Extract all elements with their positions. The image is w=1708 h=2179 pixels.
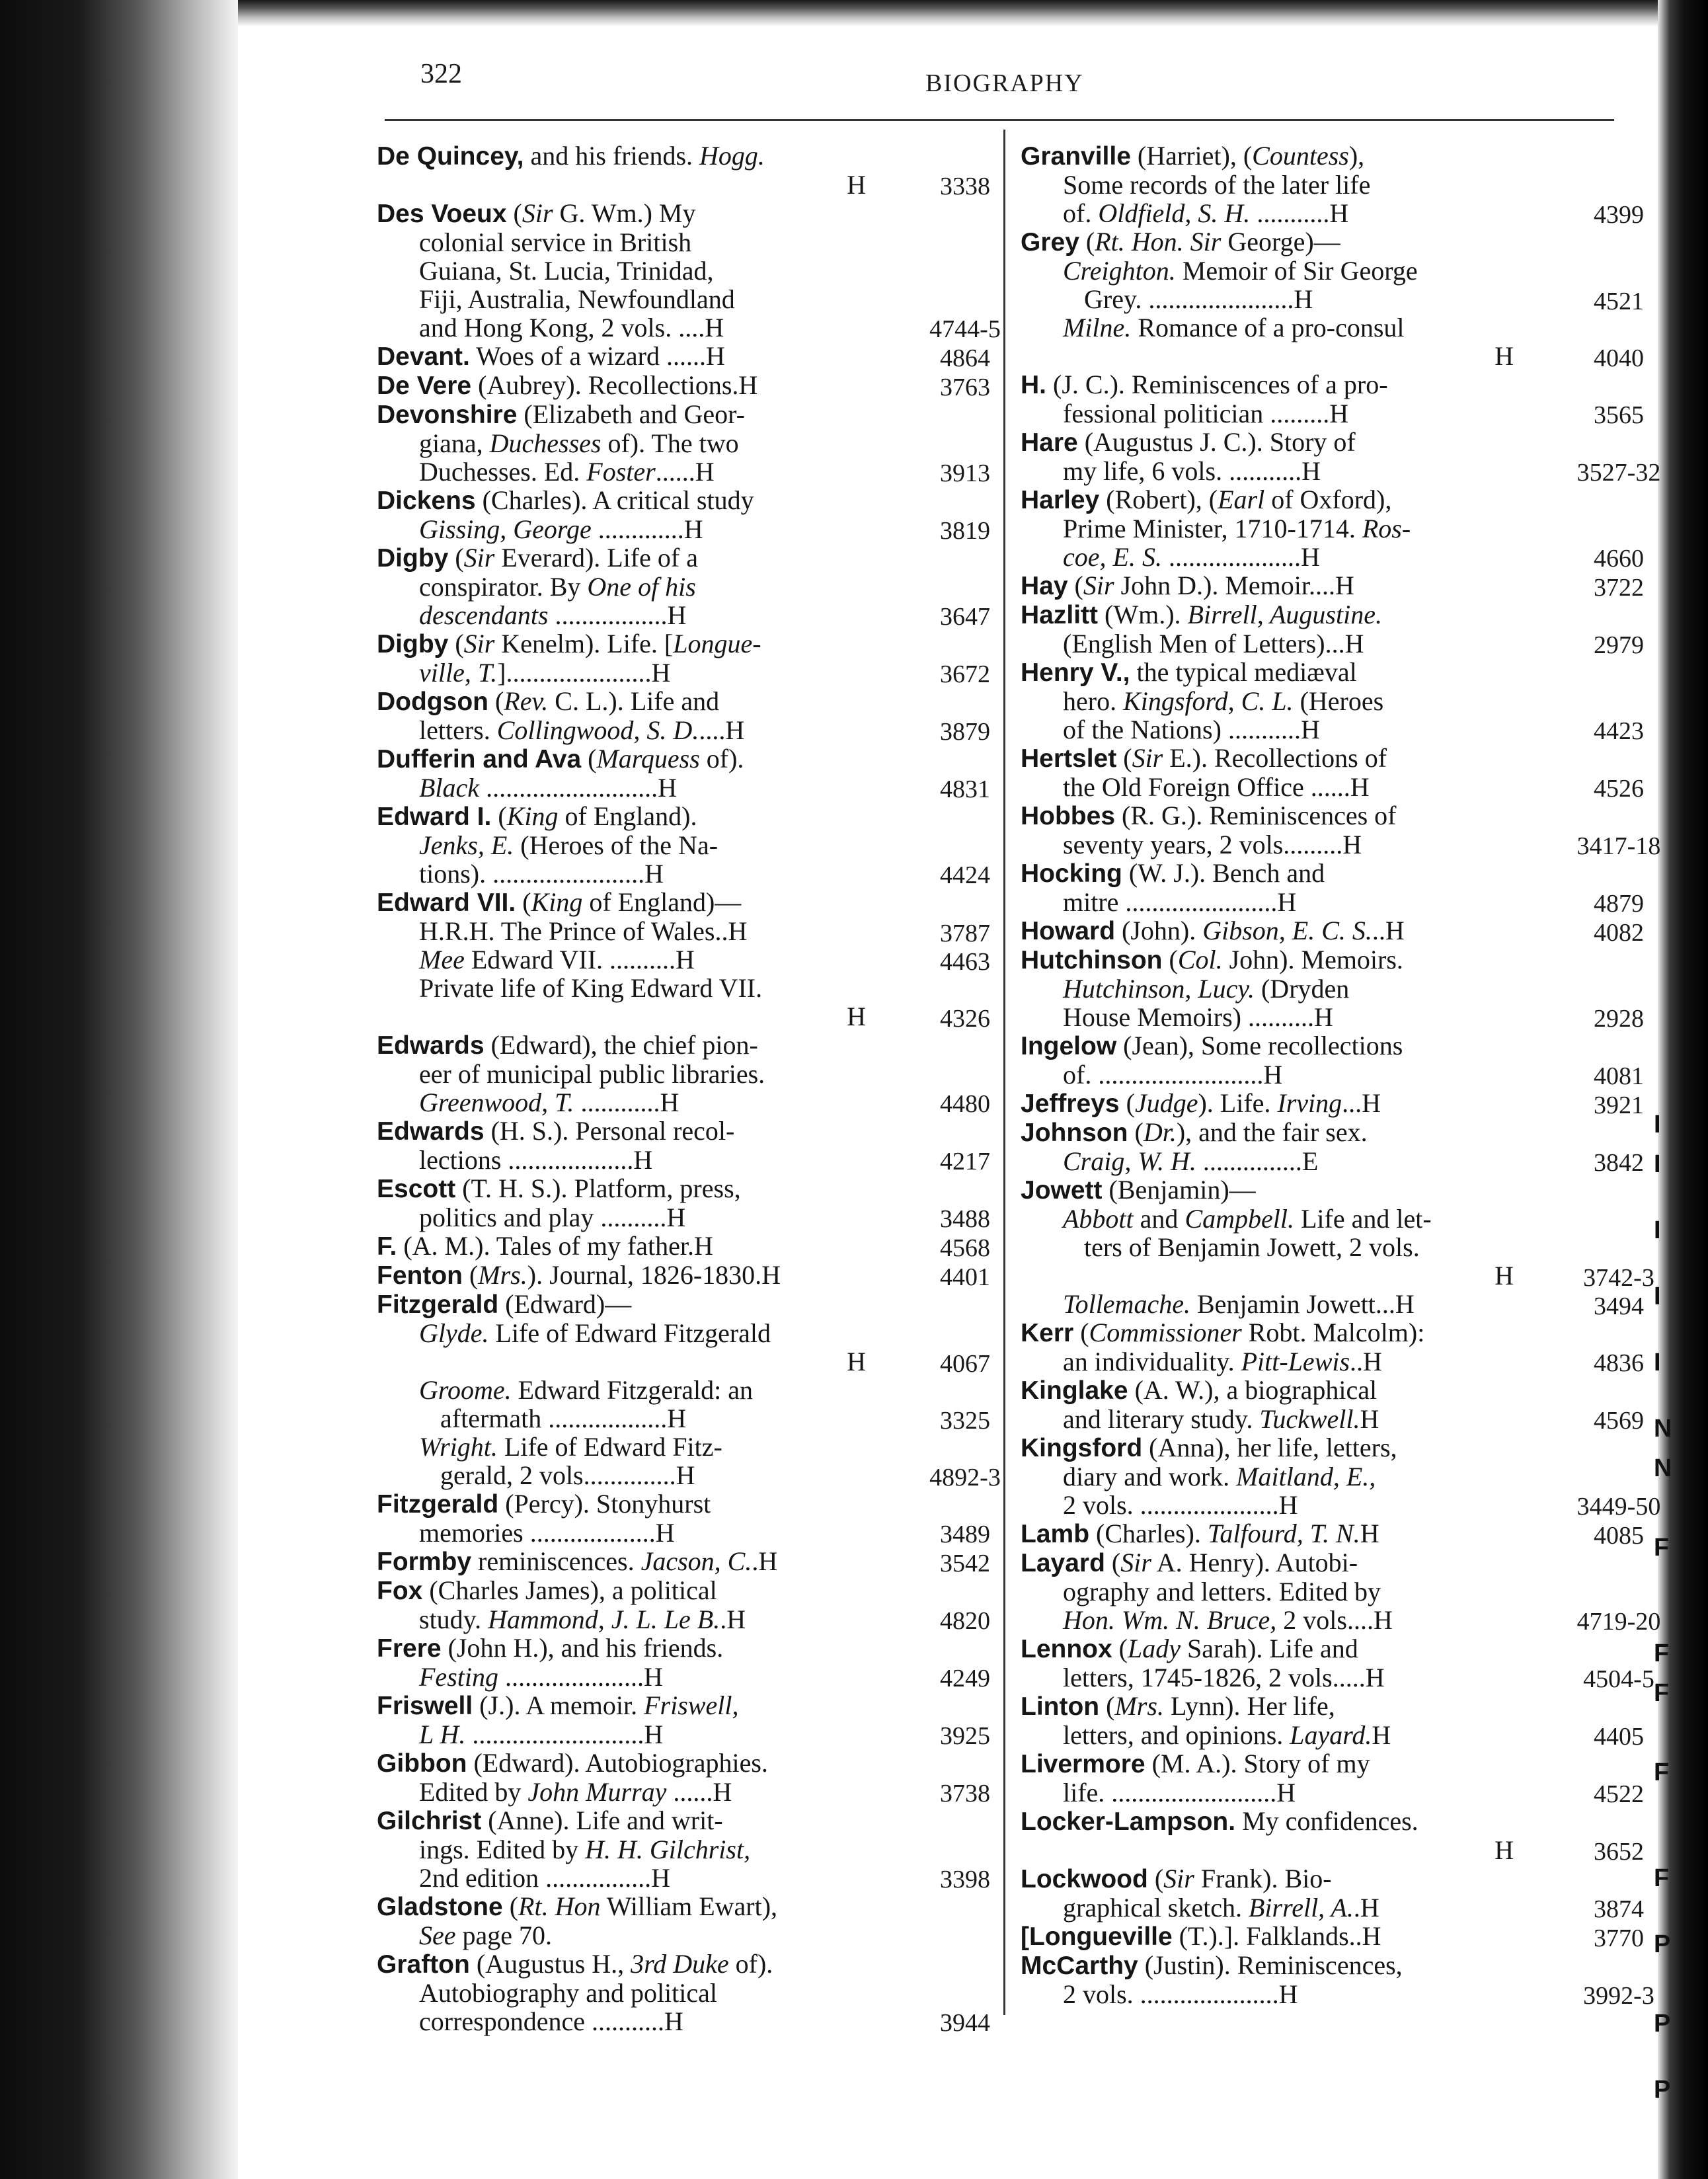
entry-line: coe, E. S. ....................H <box>1063 542 1320 572</box>
entry-line: of. Oldfield, S. H. ...........H <box>1063 198 1349 228</box>
call-number: 4892-3 <box>929 1464 1001 1491</box>
entry-line: ings. Edited by H. H. Gilchrist, <box>419 1835 751 1864</box>
entry-line: of. .........................H <box>1063 1060 1283 1090</box>
catalogue-entry <box>377 945 990 976</box>
catalogue-entry <box>1021 1433 1661 1521</box>
call-number: 4217 <box>940 1148 990 1175</box>
catalogue-entry <box>377 141 990 200</box>
entry-line: [Longueville (T.).]. Falklands..H <box>1021 1921 1381 1951</box>
catalogue-entry <box>1021 1806 1644 1866</box>
call-number: 3338 <box>940 173 990 200</box>
catalogue-entry <box>377 1949 990 2037</box>
entry-line: Dodgson (Rev. C. L.). Life and <box>377 686 720 716</box>
entry-line: Grey (Rt. Hon. Sir George)— <box>1021 227 1340 257</box>
catalogue-entry <box>1021 1519 1644 1550</box>
entry-line: Granville (Harriet), (Countess), <box>1021 141 1365 171</box>
entry-line: the Old Foreign Office ......H <box>1063 772 1370 802</box>
entry-line: Howard (John). Gibson, E. C. S...H <box>1021 916 1405 945</box>
catalogue-entry <box>377 370 990 401</box>
call-number: 4836 <box>1594 1349 1644 1377</box>
margin-letter: F <box>1654 1864 1670 1892</box>
call-number: 3494 <box>1594 1292 1644 1320</box>
call-number: 4504-5 <box>1583 1665 1654 1693</box>
catalogue-entry <box>377 198 1001 343</box>
catalogue-entry <box>1021 313 1644 372</box>
margin-letter: F <box>1654 1759 1670 1786</box>
call-number: 3819 <box>940 517 990 545</box>
call-number: 3944 <box>940 2009 990 2037</box>
call-number: 3770 <box>1594 1924 1644 1952</box>
top-edge-shadow <box>238 0 1659 26</box>
entry-line: seventy years, 2 vols.........H <box>1063 830 1362 859</box>
entry-line: colonial service in British <box>419 227 692 257</box>
entry-line: study. Hammond, J. L. Le B..H <box>419 1605 746 1634</box>
entry-line: H.R.H. The Prince of Wales..H <box>419 916 748 946</box>
entry-line: See page 70. <box>419 1921 553 1950</box>
entry-line: H <box>1494 1261 1514 1290</box>
call-number: 4744-5 <box>929 315 1001 343</box>
entry-line: Livermore (M. A.). Story of my <box>1021 1749 1370 1778</box>
catalogue-entry <box>377 485 990 545</box>
catalogue-entry <box>377 1892 866 1950</box>
entry-line: hero. Kingsford, C. L. (Heroes <box>1063 686 1384 716</box>
call-number: 3787 <box>940 920 990 947</box>
catalogue-entry <box>377 973 990 1033</box>
catalogue-entry <box>377 888 866 917</box>
catalogue-entry <box>377 686 990 746</box>
call-number: 4399 <box>1594 201 1644 229</box>
entry-line: Craig, W. H. ...............E <box>1063 1146 1319 1176</box>
catalogue-entry <box>377 916 990 947</box>
entry-line: Black ..........................H <box>419 773 677 803</box>
entry-line: H. (J. C.). Reminiscences of a pro- <box>1021 370 1388 399</box>
call-number: 3417-18 <box>1576 832 1661 860</box>
call-number: 4085 <box>1594 1522 1644 1550</box>
right-column <box>1021 141 1661 2010</box>
entry-line: Edwards (H. S.). Personal recol- <box>377 1116 735 1146</box>
entry-line: fessional politician .........H <box>1063 399 1349 428</box>
entry-line: Grafton (Augustus H., 3rd Duke of). <box>377 1949 773 1979</box>
entry-line: Edward VII. (King of England)— <box>377 887 742 917</box>
entry-line: House Memoirs) ..........H <box>1063 1002 1333 1032</box>
call-number: 3489 <box>940 1521 990 1548</box>
catalogue-entry <box>1021 1204 1654 1292</box>
entry-line: H <box>1494 1835 1514 1865</box>
entry-line: Kinglake (A. W.), a biographical <box>1021 1375 1378 1405</box>
catalogue-entry <box>377 341 990 372</box>
entry-line: Devant. Woes of a wizard ......H <box>377 341 725 371</box>
catalogue-entry <box>1021 256 1644 315</box>
entry-line: Layard (Sir A. Henry). Autobi- <box>1021 1548 1358 1577</box>
entry-line: Kerr (Commissioner Robt. Malcolm): <box>1021 1318 1425 1347</box>
entry-line: descendants .................H <box>419 600 687 630</box>
entry-line: Private life of King Edward VII. <box>419 973 763 1003</box>
entry-line: diary and work. Maitland, E., <box>1063 1462 1376 1491</box>
entry-line: Edited by John Murray ......H <box>419 1777 732 1807</box>
call-number: 3763 <box>940 374 990 401</box>
call-number: 4067 <box>940 1350 990 1378</box>
catalogue-entry <box>1021 1318 1644 1377</box>
entry-line: Prime Minister, 1710-1714. Ros- <box>1063 514 1411 543</box>
entry-line: Festing .....................H <box>419 1662 663 1692</box>
entry-line: Abbott and Campbell. Life and let- <box>1063 1204 1432 1234</box>
entry-line: letters. Collingwood, S. D.....H <box>419 715 745 745</box>
call-number: 4423 <box>1594 717 1644 745</box>
entry-line: politics and play ..........H <box>419 1203 686 1232</box>
margin-letter: F <box>1654 1534 1670 1562</box>
entry-line: Lockwood (Sir Frank). Bio- <box>1021 1864 1332 1893</box>
call-number: 4526 <box>1594 775 1644 803</box>
entry-line: Grey. ......................H <box>1084 284 1313 314</box>
call-number: 4719-20 <box>1576 1608 1661 1636</box>
entry-line: Edward I. (King of England). <box>377 801 697 831</box>
catalogue-entry <box>1021 600 1644 659</box>
margin-letter: I <box>1654 1216 1661 1244</box>
entry-line: gerald, 2 vols..............H <box>440 1460 695 1490</box>
entry-line: Jeffreys (Judge). Life. Irving...H <box>1021 1088 1381 1118</box>
catalogue-entry <box>1021 227 1514 257</box>
entry-line: H <box>1494 341 1514 371</box>
entry-line: life. .........................H <box>1063 1778 1296 1807</box>
entry-line: Des Voeux (Sir G. Wm.) My <box>377 198 696 228</box>
entry-line: Harley (Robert), (Earl of Oxford), <box>1021 485 1392 514</box>
entry-line: letters, and opinions. Layard.H <box>1063 1720 1391 1750</box>
catalogue-entry <box>1021 1634 1654 1693</box>
call-number: 4249 <box>940 1665 990 1692</box>
catalogue-entry <box>1021 858 1644 918</box>
catalogue-entry <box>377 1489 990 1548</box>
entry-line: Greenwood, T. ............H <box>419 1088 679 1117</box>
entry-line: Fenton (Mrs.). Journal, 1826-1830.H <box>377 1260 781 1290</box>
entry-line: Escott (T. H. S.). Platform, press, <box>377 1173 741 1203</box>
catalogue-entry <box>377 1748 990 1807</box>
catalogue-entry <box>1021 1921 1644 1952</box>
entry-line: conspirator. By One of his <box>419 572 696 602</box>
entry-line: graphical sketch. Birrell, A..H <box>1063 1893 1379 1922</box>
catalogue-entry <box>1021 571 1644 602</box>
catalogue-entry <box>1021 1548 1661 1636</box>
running-head: BIOGRAPHY <box>925 69 1084 97</box>
catalogue-entry <box>1021 1375 1644 1435</box>
catalogue-entry <box>1021 801 1661 860</box>
catalogue-entry <box>377 1575 990 1635</box>
call-number: 4480 <box>940 1090 990 1118</box>
entry-line: Hutchinson (Col. John). Memoirs. <box>1021 945 1403 974</box>
call-number: 2979 <box>1594 631 1644 659</box>
catalogue-entry <box>1021 1749 1644 1808</box>
entry-line: Milne. Romance of a pro-consul <box>1063 313 1405 342</box>
catalogue-entry <box>1021 1950 1654 2010</box>
entry-line: Kingsford (Anna), her life, letters, <box>1021 1433 1397 1462</box>
entry-line: Fitzgerald (Percy). Stonyhurst <box>377 1489 711 1519</box>
entry-line: (English Men of Letters)...H <box>1063 629 1364 658</box>
entry-line: Ingelow (Jean), Some recollections <box>1021 1031 1403 1060</box>
margin-letter: N <box>1654 1415 1672 1443</box>
left-column <box>377 141 1001 2037</box>
call-number: 4522 <box>1594 1780 1644 1808</box>
entry-line: Hocking (W. J.). Bench and <box>1021 858 1325 888</box>
catalogue-entry <box>377 399 990 487</box>
call-number: 4405 <box>1594 1723 1644 1751</box>
entry-line: Hazlitt (Wm.). Birrell, Augustine. <box>1021 600 1382 629</box>
entry-line: my life, 6 vols. ...........H <box>1063 456 1321 486</box>
catalogue-entry <box>377 1173 990 1233</box>
call-number: 3738 <box>940 1780 990 1807</box>
catalogue-entry <box>1021 743 1644 803</box>
entry-line: ville, T.]......................H <box>419 658 671 688</box>
catalogue-entry <box>377 1375 990 1435</box>
entry-line: Formby reminiscences. Jacson, C..H <box>377 1546 778 1576</box>
entry-line: giana, Duchesses of). The two <box>419 428 739 458</box>
entry-line: ography and letters. Edited by <box>1063 1577 1381 1606</box>
call-number: 4424 <box>940 861 990 889</box>
catalogue-entry <box>1021 1031 1644 1090</box>
call-number: 3647 <box>940 603 990 631</box>
call-number: 3398 <box>940 1866 990 1893</box>
catalogue-entry <box>1021 141 1644 229</box>
call-number: 3488 <box>940 1205 990 1233</box>
catalogue-entry <box>377 1030 990 1118</box>
catalogue-entry <box>1021 485 1644 573</box>
call-number: 4820 <box>940 1607 990 1635</box>
entry-line: eer of municipal public libraries. <box>419 1059 765 1089</box>
entry-line: 2 vols. .....................H <box>1063 1979 1298 2009</box>
call-number: 4401 <box>940 1263 990 1291</box>
entry-line: Jenks, E. (Heroes of the Na- <box>419 830 718 860</box>
margin-letter: I <box>1654 1349 1661 1376</box>
entry-line: letters, 1745-1826, 2 vols.....H <box>1063 1663 1385 1692</box>
entry-line: Guiana, St. Lucia, Trinidad, <box>419 256 714 286</box>
entry-line: ters of Benjamin Jowett, 2 vols. <box>1084 1232 1420 1262</box>
entry-line: Devonshire (Elizabeth and Geor- <box>377 399 745 429</box>
catalogue-entry <box>377 1318 990 1378</box>
catalogue-entry <box>1021 945 1644 1033</box>
entry-line: of the Nations) ...........H <box>1063 715 1320 744</box>
catalogue-entry <box>1021 370 1644 429</box>
entry-line: Fiji, Australia, Newfoundland <box>419 284 735 314</box>
catalogue-entry <box>1021 657 1644 745</box>
entry-line: and Hong Kong, 2 vols. ....H <box>419 313 724 342</box>
catalogue-entry <box>377 1633 990 1692</box>
entry-line: Fox (Charles James), a political <box>377 1575 717 1605</box>
call-number: 4082 <box>1594 919 1644 947</box>
entry-line: Tollemache. Benjamin Jowett...H <box>1063 1289 1415 1319</box>
entry-line: Frere (John H.), and his friends. <box>377 1633 724 1663</box>
entry-line: Glyde. Life of Edward Fitzgerald <box>419 1318 771 1348</box>
call-number: 4569 <box>1594 1407 1644 1435</box>
catalogue-entry <box>377 543 990 631</box>
entry-line: memories ...................H <box>419 1518 675 1548</box>
call-number: 3742-3 <box>1583 1264 1654 1292</box>
entry-line: De Vere (Aubrey). Recollections.H <box>377 370 758 400</box>
catalogue-entry <box>1021 1864 1644 1923</box>
call-number: 4040 <box>1594 344 1644 372</box>
entry-line: an individuality. Pitt-Lewis..H <box>1063 1347 1382 1376</box>
entry-line: H <box>847 170 866 200</box>
call-number: 3565 <box>1594 401 1644 429</box>
entry-line: Hobbes (R. G.). Reminiscences of <box>1021 801 1397 830</box>
catalogue-entry <box>1021 1175 1514 1205</box>
book-gutter-shadow <box>0 0 238 2179</box>
entry-line: and literary study. Tuckwell.H <box>1063 1404 1379 1434</box>
catalogue-entry <box>377 801 990 889</box>
entry-line: Wright. Life of Edward Fitz- <box>419 1432 722 1462</box>
entry-line: Digby (Sir Kenelm). Life. [Longue- <box>377 629 761 658</box>
call-number: 3913 <box>940 459 990 487</box>
entry-line: H <box>847 1002 866 1031</box>
entry-line: Hutchinson, Lucy. (Dryden <box>1063 974 1350 1004</box>
entry-line: Creighton. Memoir of Sir George <box>1063 256 1418 286</box>
catalogue-entry <box>1021 427 1661 487</box>
call-number: 3325 <box>940 1407 990 1435</box>
entry-line: correspondence ...........H <box>419 2006 683 2036</box>
call-number: 2928 <box>1594 1005 1644 1033</box>
entry-line: Gibbon (Edward). Autobiographies. <box>377 1748 768 1778</box>
entry-line: Hare (Augustus J. C.). Story of <box>1021 427 1356 457</box>
call-number: 3874 <box>1594 1895 1644 1923</box>
entry-line: Henry V., the typical mediæval <box>1021 657 1357 687</box>
call-number: 3527-32 <box>1576 459 1661 487</box>
call-number: 4660 <box>1594 545 1644 573</box>
entry-line: Some records of the later life <box>1063 170 1371 200</box>
entry-line: Hay (Sir John D.). Memoir....H <box>1021 571 1354 600</box>
call-number: 4521 <box>1594 288 1644 315</box>
call-number: 4463 <box>940 948 990 976</box>
catalogue-entry <box>377 1805 990 1893</box>
entry-line: Jowett (Benjamin)— <box>1021 1175 1256 1205</box>
call-number: 3992-3 <box>1583 1982 1654 2010</box>
catalogue-entry <box>1021 1691 1644 1751</box>
entry-line: Mee Edward VII. ..........H <box>419 945 695 974</box>
margin-letter: P <box>1654 1930 1671 1958</box>
call-number: 3449-50 <box>1576 1493 1661 1521</box>
call-number: 3925 <box>940 1722 990 1750</box>
entry-line: Gladstone (Rt. Hon William Ewart), <box>377 1891 778 1921</box>
entry-line: Gissing, George .............H <box>419 514 703 544</box>
margin-letter: I <box>1654 1111 1661 1138</box>
entry-line: Linton (Mrs. Lynn). Her life, <box>1021 1691 1335 1721</box>
entry-line: mitre .......................H <box>1063 887 1297 917</box>
header-rule <box>385 119 1614 121</box>
entry-line: Locker-Lampson. My confidences. <box>1021 1806 1418 1836</box>
catalogue-entry <box>1021 1289 1644 1320</box>
call-number: 4864 <box>940 344 990 372</box>
call-number: 3652 <box>1594 1838 1644 1866</box>
call-number: 4568 <box>940 1234 990 1262</box>
call-number: 3722 <box>1594 574 1644 602</box>
call-number: 3672 <box>940 660 990 688</box>
margin-letter: I <box>1654 1283 1661 1310</box>
catalogue-entry <box>1021 916 1644 947</box>
entry-line: tions). .......................H <box>419 859 664 889</box>
entry-line: Johnson (Dr.), and the fair sex. <box>1021 1117 1368 1147</box>
entry-line: Autobiography and political <box>419 1978 718 2008</box>
margin-letter: N <box>1654 1454 1672 1482</box>
entry-line: Groome. Edward Fitzgerald: an <box>419 1375 754 1405</box>
entry-line: L H. ..........................H <box>419 1720 664 1749</box>
call-number: 3842 <box>1594 1149 1644 1177</box>
margin-letter: F <box>1654 1679 1670 1707</box>
entry-line: F. (A. M.). Tales of my father.H <box>377 1231 713 1261</box>
entry-line: lections ...................H <box>419 1145 653 1175</box>
catalogue-entry <box>377 1260 990 1291</box>
catalogue-entry <box>377 1432 1001 1491</box>
margin-letter: F <box>1654 1640 1670 1667</box>
entry-line: aftermath ..................H <box>440 1404 687 1433</box>
entry-line: Lamb (Charles). Talfourd, T. N.H <box>1021 1519 1379 1548</box>
entry-line: 2 vols. .....................H <box>1063 1490 1298 1520</box>
catalogue-entry <box>377 1231 990 1262</box>
entry-line: Friswell (J.). A memoir. Friswell, <box>377 1690 739 1720</box>
catalogue-entry <box>377 744 990 803</box>
catalogue-entry <box>377 1690 990 1750</box>
margin-letter: P <box>1654 2076 1671 2104</box>
call-number: 4831 <box>940 775 990 803</box>
entry-line: De Quincey, and his friends. Hogg. <box>377 141 765 171</box>
catalogue-entry <box>377 1546 990 1577</box>
entry-line: Gilchrist (Anne). Life and writ- <box>377 1805 723 1835</box>
catalogue-entry <box>377 1116 990 1175</box>
entry-line: Fitzgerald (Edward)— <box>377 1289 632 1319</box>
entry-line: Hertslet (Sir E.). Recollections of <box>1021 743 1387 773</box>
catalogue-entry <box>377 629 990 688</box>
margin-letter: I <box>1654 1150 1661 1178</box>
entry-line: Edwards (Edward), the chief pion- <box>377 1030 758 1060</box>
call-number: 3542 <box>940 1550 990 1577</box>
call-number: 3921 <box>1594 1091 1644 1119</box>
catalogue-entry <box>1021 1088 1644 1119</box>
margin-letter: P <box>1654 2010 1671 2038</box>
call-number: 4081 <box>1594 1062 1644 1090</box>
catalogue-entry <box>1021 1117 1644 1177</box>
page-number: 322 <box>420 59 462 89</box>
entry-line: Hon. Wm. N. Bruce, 2 vols....H <box>1063 1605 1393 1635</box>
entry-line: Dufferin and Ava (Marquess of). <box>377 744 744 773</box>
call-number: 4326 <box>940 1005 990 1033</box>
entry-line: Dickens (Charles). A critical study <box>377 485 754 515</box>
call-number: 3879 <box>940 718 990 746</box>
entry-line: Digby (Sir Everard). Life of a <box>377 543 698 573</box>
entry-line: H <box>847 1347 866 1376</box>
entry-line: Lennox (Lady Sarah). Life and <box>1021 1634 1358 1663</box>
entry-line: 2nd edition ................H <box>419 1863 670 1893</box>
entry-line: Duchesses. Ed. Foster......H <box>419 457 715 487</box>
call-number: 4879 <box>1594 890 1644 918</box>
entry-line: McCarthy (Justin). Reminiscences, <box>1021 1950 1403 1980</box>
catalogue-entry <box>377 1290 866 1319</box>
